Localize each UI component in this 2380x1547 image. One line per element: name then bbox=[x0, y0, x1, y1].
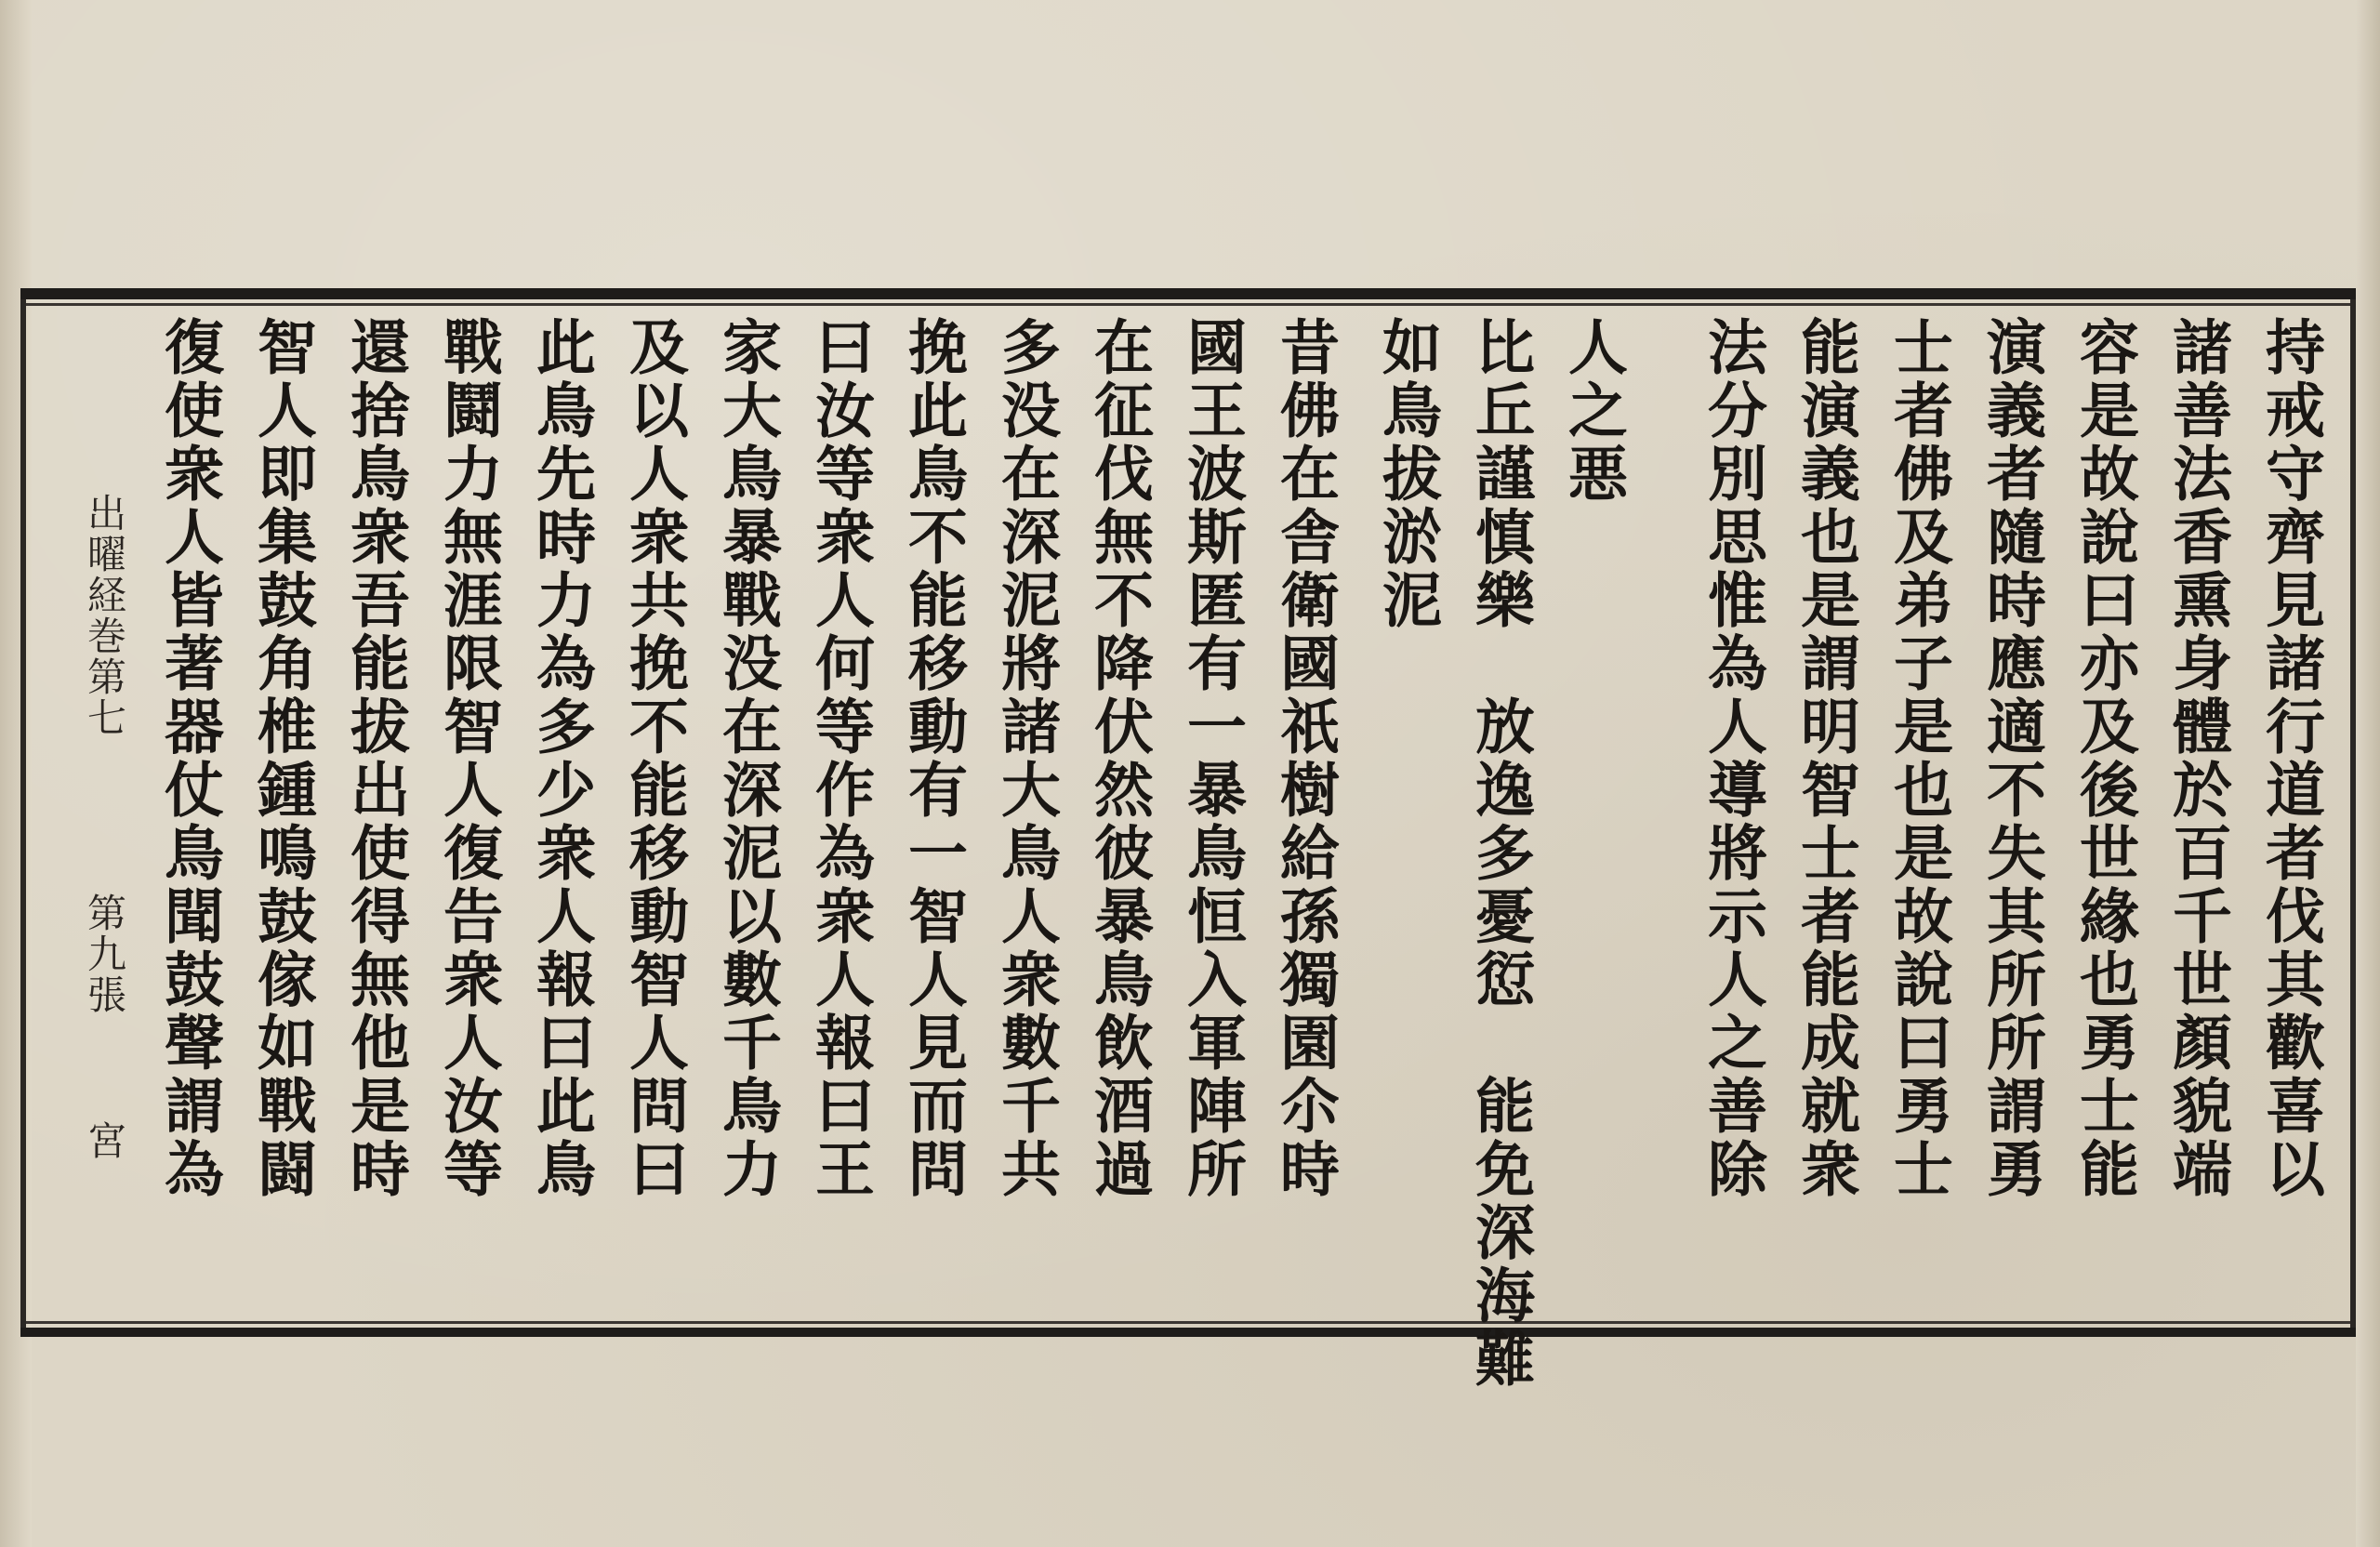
text-column-15: 挽此鳥不能移動有一智人見而問 bbox=[898, 316, 968, 1201]
text-column-22: 智人即集鼓角椎鍾鳴鼓傢如戰闘 bbox=[247, 316, 317, 1201]
text-column-5: 士者佛及弟子是也是故說曰勇士 bbox=[1884, 316, 1953, 1201]
text-column-21: 還捨鳥衆吾能拔出使得無他是時 bbox=[340, 316, 410, 1201]
text-column-18: 及以人衆共挽不能移動智人問曰 bbox=[619, 316, 689, 1201]
frame-inner-bottom-rule bbox=[20, 1321, 2356, 1324]
margin-title: 出曜経巻第七 bbox=[82, 493, 127, 738]
text-column-17: 家大鳥暴戰没在深泥以數千鳥力 bbox=[712, 316, 782, 1201]
text-column-6: 能演義也是謂明智士者能成就衆 bbox=[1791, 316, 1860, 1201]
margin-page-number: 第九張 bbox=[82, 892, 127, 1015]
text-column-2: 諸善法香熏身體於百千世顏貌端 bbox=[2162, 316, 2232, 1201]
text-column-3: 容是故說曰亦及後世緣也勇士能 bbox=[2069, 316, 2139, 1201]
text-column-13: 在征伐無不降伏然彼暴鳥飲酒過 bbox=[1084, 316, 1154, 1201]
verse-column-1: 比丘謹慎樂 放逸多憂愆 能免深海難 bbox=[1465, 316, 1535, 1391]
text-column-7: 法分別思惟為人導將示人之善除 bbox=[1698, 316, 1767, 1201]
text-column-4: 演義者隨時應適不失其所所謂勇 bbox=[1977, 316, 2046, 1201]
margin-mark: 宮 bbox=[82, 1120, 127, 1161]
text-column-11: 昔佛在舎衛國祇樹給孫獨園尒時 bbox=[1270, 316, 1340, 1201]
text-column-16: 曰汝等衆人何等作為衆人報曰王 bbox=[805, 316, 875, 1201]
text-column-1: 持戒守齊見諸行道者伐其歡喜以 bbox=[2255, 316, 2325, 1201]
frame-right-edge bbox=[2350, 299, 2356, 1328]
frame-left-edge bbox=[20, 299, 26, 1328]
text-column-12: 國王波斯匿有一暴鳥恒入軍陣所 bbox=[1177, 316, 1247, 1201]
frame-inner-top-rule bbox=[20, 303, 2356, 306]
text-column-20: 戰鬪力無涯限智人復告衆人汝等 bbox=[433, 316, 503, 1201]
page-fold-right bbox=[2356, 0, 2380, 1547]
text-column-19: 此鳥先時力為多少衆人報曰此鳥 bbox=[526, 316, 596, 1201]
text-column-8: 人之悪 bbox=[1558, 316, 1628, 506]
verse-column-2: 如鳥拔淤泥 bbox=[1372, 316, 1442, 632]
text-column-23: 復使衆人皆著器仗鳥聞鼓聲謂為 bbox=[154, 316, 224, 1201]
text-column-14: 多没在深泥將諸大鳥人衆數千共 bbox=[991, 316, 1061, 1201]
